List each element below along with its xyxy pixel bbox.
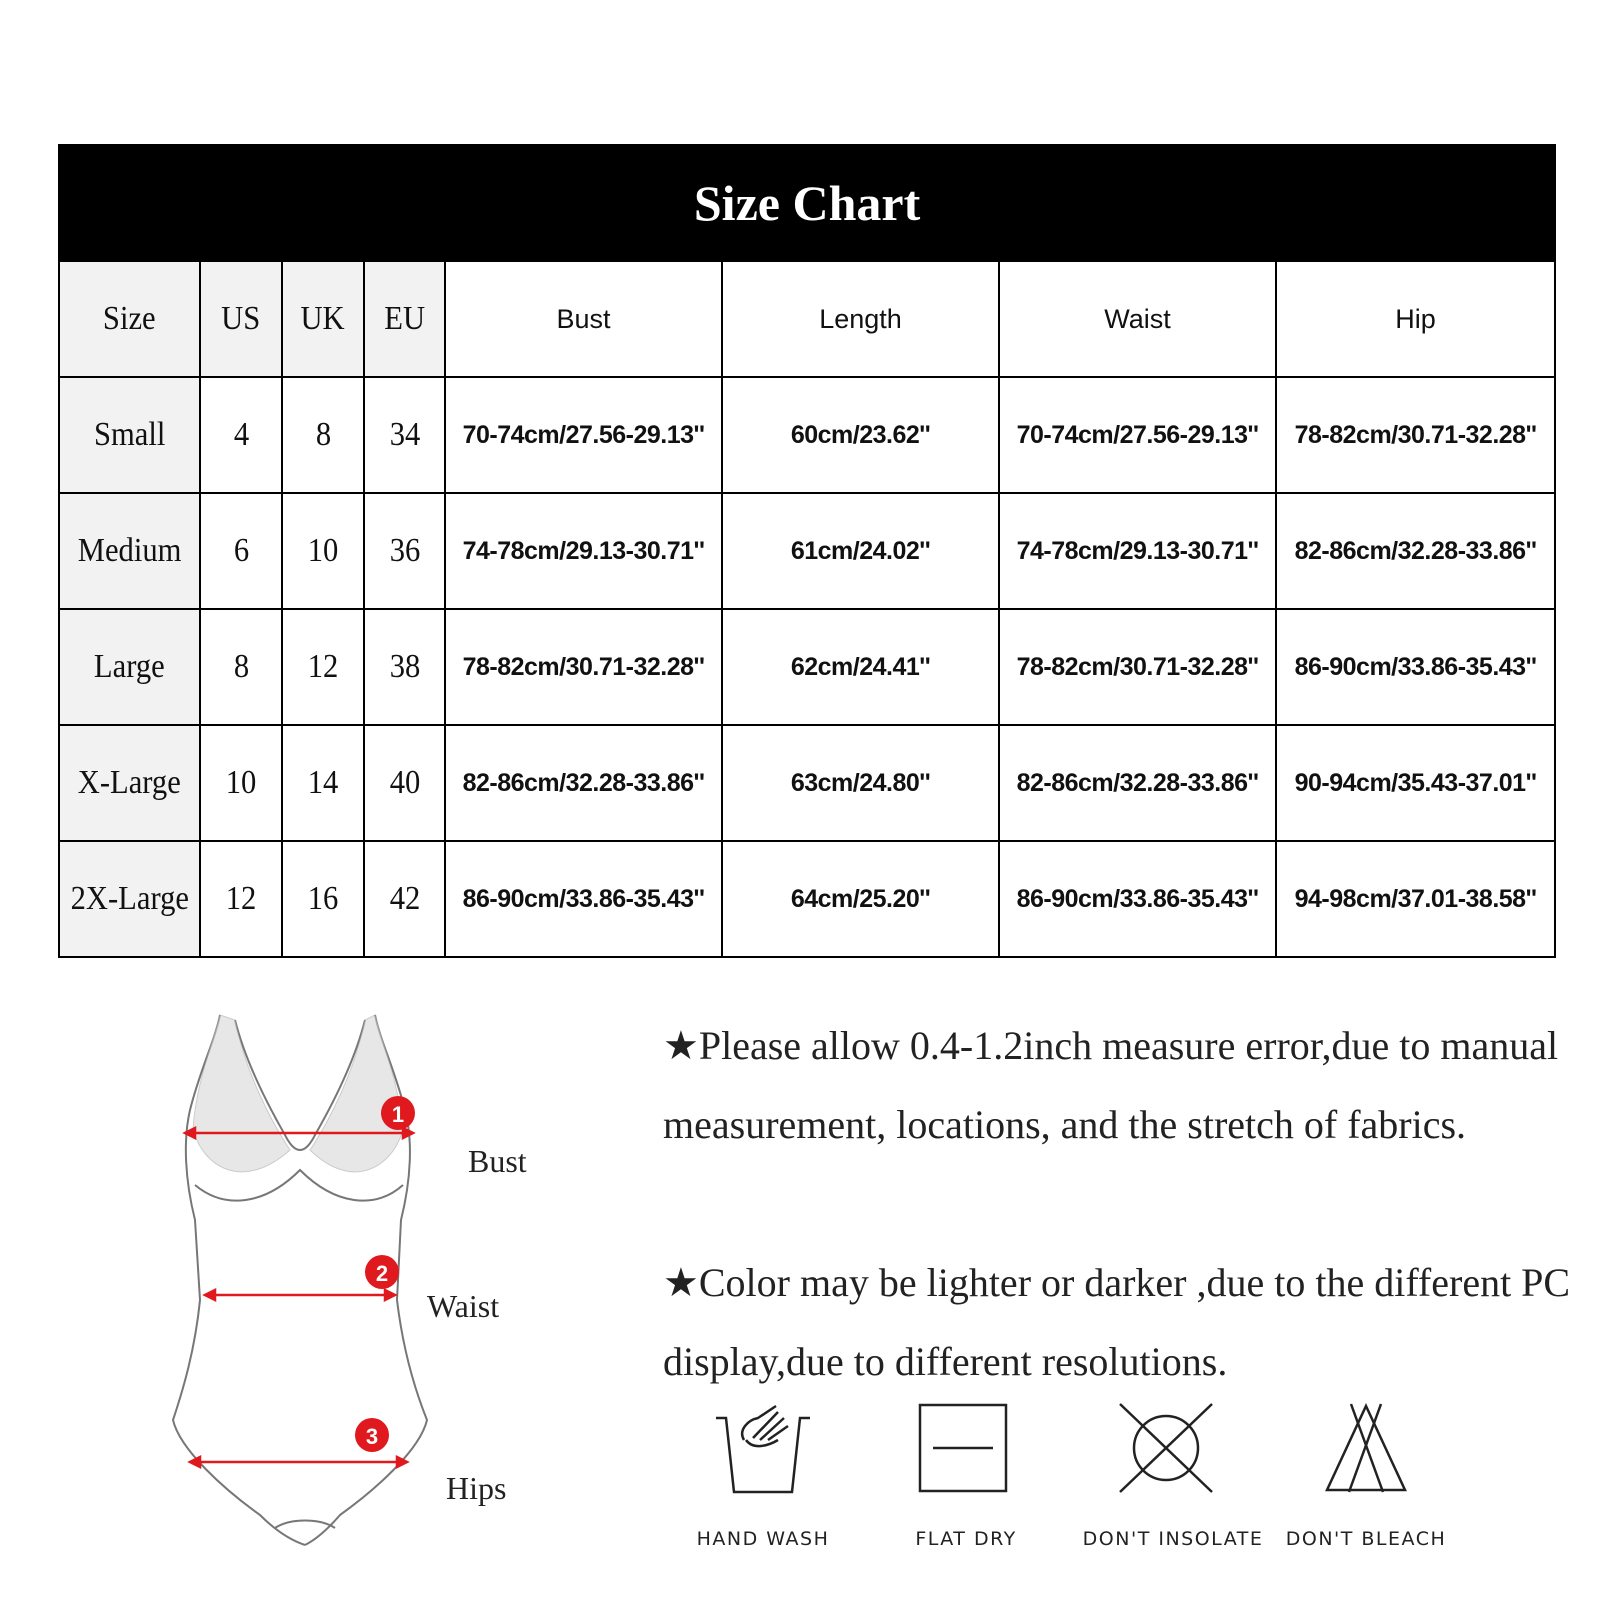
table-cell: 60cm/23.62'' [722, 377, 999, 493]
dont-insolate-icon [1066, 1400, 1266, 1496]
table-cell: 62cm/24.41'' [722, 609, 999, 725]
flat-dry-icon [863, 1400, 1063, 1496]
table-cell: 8 [282, 377, 364, 493]
table-cell: 82-86cm/32.28-33.86'' [999, 725, 1276, 841]
table-cell: 70-74cm/27.56-29.13'' [445, 377, 722, 493]
table-cell: Small [59, 377, 200, 493]
table-cell: 42 [364, 841, 445, 957]
table-cell: 86-90cm/33.86-35.43'' [1276, 609, 1555, 725]
table-cell: 12 [282, 609, 364, 725]
table-cell: 64cm/25.20'' [722, 841, 999, 957]
table-cell: 63cm/24.80'' [722, 725, 999, 841]
table-cell: 12 [200, 841, 282, 957]
marker-2 [365, 1255, 399, 1289]
table-cell: 2X-Large [59, 841, 200, 957]
table-cell: 82-86cm/32.28-33.86'' [1276, 493, 1555, 609]
table-cell: Large [59, 609, 200, 725]
table-cell: 6 [200, 493, 282, 609]
header-cell-us: US [200, 261, 282, 377]
table-cell: 82-86cm/32.28-33.86'' [445, 725, 722, 841]
size-chart-title: Size Chart [59, 145, 1555, 261]
table-cell: 14 [282, 725, 364, 841]
table-cell: X-Large [59, 725, 200, 841]
table-cell: 61cm/24.02'' [722, 493, 999, 609]
table-cell: 8 [200, 609, 282, 725]
table-cell: 94-98cm/37.01-38.58'' [1276, 841, 1555, 957]
header-row [59, 261, 1555, 377]
dont-insolate-label: DON'T INSOLATE [1082, 1528, 1264, 1550]
table-row [59, 377, 1555, 493]
figure-label-hips: Hips [446, 1470, 507, 1506]
header-cell-length: Length [722, 261, 999, 377]
marker-1 [381, 1096, 415, 1130]
table-cell: 4 [200, 377, 282, 493]
header-cell-waist: Waist [999, 261, 1276, 377]
table-cell: 90-94cm/35.43-37.01'' [1276, 725, 1555, 841]
marker-3 [355, 1418, 389, 1452]
table-cell: 70-74cm/27.56-29.13'' [999, 377, 1276, 493]
table-cell: 10 [200, 725, 282, 841]
table-row [59, 725, 1555, 841]
table-cell: 78-82cm/30.71-32.28'' [999, 609, 1276, 725]
table-cell: 74-78cm/29.13-30.71'' [445, 493, 722, 609]
svg-text:3: 3 [365, 1424, 379, 1449]
table-cell: 36 [364, 493, 445, 609]
dont-bleach-icon [1266, 1400, 1466, 1496]
table-row [59, 609, 1555, 725]
table-cell: 78-82cm/30.71-32.28'' [1276, 377, 1555, 493]
hand-wash-icon [663, 1400, 863, 1500]
note-color-difference: ★Color may be lighter or darker ,due to the different PC display,due to different resolutions. [663, 1260, 1571, 1384]
table-cell: 40 [364, 725, 445, 841]
table-cell: 38 [364, 609, 445, 725]
table-cell: 10 [282, 493, 364, 609]
figure-label-waist: Waist [427, 1288, 500, 1324]
figure-label-bust: Bust [468, 1143, 527, 1179]
table-cell: 74-78cm/29.13-30.71'' [999, 493, 1276, 609]
header-cell-uk: UK [282, 261, 364, 377]
table-row [59, 841, 1555, 957]
header-cell-hip: Hip [1276, 261, 1555, 377]
table-cell: 86-90cm/33.86-35.43'' [445, 841, 722, 957]
header-cell-size: Size [59, 261, 200, 377]
table-cell: Medium [59, 493, 200, 609]
table-cell: 16 [282, 841, 364, 957]
dont-bleach-label: DON'T BLEACH [1285, 1528, 1447, 1550]
size-chart-table [58, 144, 1556, 958]
header-cell-eu: EU [364, 261, 445, 377]
header-cell-bust: Bust [445, 261, 722, 377]
hand-wash-label: HAND WASH [696, 1528, 830, 1550]
table-cell: 78-82cm/30.71-32.28'' [445, 609, 722, 725]
table-row [59, 493, 1555, 609]
table-cell: 34 [364, 377, 445, 493]
table-cell: 86-90cm/33.86-35.43'' [999, 841, 1276, 957]
svg-text:1: 1 [391, 1102, 405, 1127]
flat-dry-label: FLAT DRY [915, 1528, 1017, 1550]
note-measure-error: ★Please allow 0.4-1.2inch measure error,due to manual measurement, locations, and the stretch of fabrics. [663, 1023, 1559, 1147]
svg-text:2: 2 [375, 1261, 389, 1286]
